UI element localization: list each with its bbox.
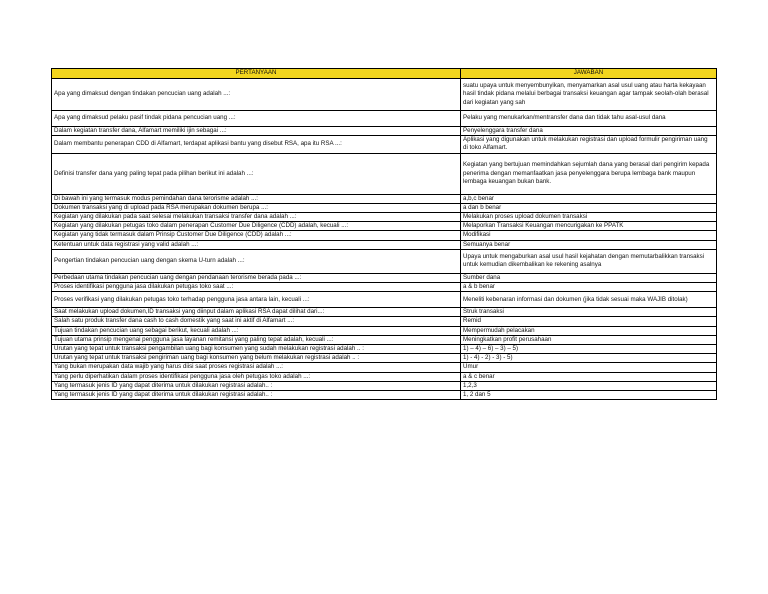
question-cell: Dokumen transaksi yang di upload pada RSA merupakan dokumen berupa ...: — [52, 203, 461, 212]
answer-cell: Mempermudah pelacakan — [461, 326, 717, 335]
table-row — [52, 111, 717, 127]
table-row — [52, 153, 717, 194]
answer-cell: Sumber dana — [461, 273, 717, 282]
question-cell: Di bawah ini yang termasuk modus pemindahan dana terorisme adalah ...: — [52, 194, 461, 203]
table-row — [52, 213, 717, 222]
table-row — [52, 345, 717, 354]
answer-cell: Kegiatan yang bertujuan memindahkan sejumlah dana yang berasal dari pengirim kepada penerima dengan memanfaatkan jasa penyelenggara berupa lembaga bank maupun lembaga keuangan bukan bank. — [461, 153, 717, 194]
table-row — [52, 240, 717, 249]
answer-cell: 1, 2 dan 5 — [461, 391, 717, 400]
table-row — [52, 231, 717, 240]
header-question: PERTANYAAN — [52, 69, 461, 79]
answer-cell: Struk transaksi — [461, 308, 717, 317]
question-cell: Tujuan utama prinsip mengenai pengguna jasa layanan remitansi yang paling tepat adalah, kecuali ...: — [52, 335, 461, 344]
question-cell: Apa yang dimaksud pelaku pasif tindak pidana pencucian uang ...: — [52, 111, 461, 127]
answer-cell: 1,2,3 — [461, 381, 717, 390]
question-cell: Definisi transfer dana yang paling tepat pada pilihan berikut ini adalah ...: — [52, 153, 461, 194]
table-row — [52, 326, 717, 335]
answer-cell: Penyelenggara transfer dana — [461, 127, 717, 136]
question-cell: Apa yang dimaksud dengan tindakan pencucian uang adalah ...: — [52, 79, 461, 111]
table-row — [52, 136, 717, 153]
question-cell: Dalam membantu penerapan CDD di Alfamart, terdapat aplikasi bantu yang disebut RSA, apa itu RSA ...: — [52, 136, 461, 153]
table-row — [52, 354, 717, 363]
answer-cell: a & b benar — [461, 283, 717, 292]
answer-cell: Semuanya benar — [461, 240, 717, 249]
table-row — [52, 363, 717, 372]
table-row — [52, 249, 717, 273]
question-cell: Perbedaan utama tindakan pencucian uang dengan pendanaan terorisme berada pada ...: — [52, 273, 461, 282]
question-cell: Kegiatan yang dilakukan pada saat selesai melakukan transaksi transfer dana adalah ...: — [52, 213, 461, 222]
table-row — [52, 308, 717, 317]
question-cell: Urutan yang tepat untuk transaksi pengiriman uang bagi konsumen yang belum melakukan registrasi adalah .. : — [52, 354, 461, 363]
header-answer: JAWABAN — [461, 69, 717, 79]
answer-cell: 1) – 4) – 6) – 3) – 5) — [461, 345, 717, 354]
answer-cell: suatu upaya untuk menyembunyikan, menyamarkan asal usul uang atau harta kekayaan hasil tindak pidana melalui berbagai transaksi keuangan agar tampak seolah-olah berasal dari kegiatan yang sah — [461, 79, 717, 111]
table-row — [52, 317, 717, 326]
question-cell: Yang bukan merupakan data wajib yang harus diisi saat proses registrasi adalah ...: — [52, 363, 461, 372]
table-row — [52, 273, 717, 282]
question-cell: Pengertian tindakan pencucian uang dengan skema U-turn adalah ...: — [52, 249, 461, 273]
question-cell: Saat melakukan upload dokumen,ID transaksi yang diinput dalam aplikasi RSA dapat dilihat dari...: — [52, 308, 461, 317]
answer-cell: Upaya untuk mengaburkan asal usul hasil kejahatan dengan memutarbalikkan transaksi untuk kemudian dikembalikan ke rekening asalnya — [461, 249, 717, 273]
table-row — [52, 79, 717, 111]
question-cell: Yang perlu diperhatikan dalam proses identifikasi pengguna jasa oleh petugas toko adalah ...: — [52, 372, 461, 381]
table-row — [52, 372, 717, 381]
answer-cell: a & c benar — [461, 372, 717, 381]
question-cell: Salah satu produk transfer dana cash to cash domestik yang saat ini aktif di Alfamart ...: — [52, 317, 461, 326]
question-cell: Proses verifikasi yang dilakukan petugas toko terhadap pengguna jasa antara lain, kecuali ...: — [52, 292, 461, 308]
table-row — [52, 203, 717, 212]
table-row — [52, 222, 717, 231]
answer-cell: a dan b benar — [461, 203, 717, 212]
answer-cell: Modifikasi — [461, 231, 717, 240]
question-cell: Kegiatan yang dilakukan petugas toko dalam penerapan Customer Due Diligence (CDD) adalah, kecuali ...: — [52, 222, 461, 231]
answer-cell: Pelaku yang menukarkan/mentransfer dana dan tidak tahu asal-usul dana — [461, 111, 717, 127]
question-cell: Urutan yang tepat untuk transaksi pengambilan uang bagi konsumen yang sudah melakukan registrasi adalah .. : — [52, 345, 461, 354]
table-row — [52, 391, 717, 400]
question-cell: Yang termasuk jenis ID yang dapat diterima untuk dilakukan registrasi adalah.. : — [52, 381, 461, 390]
header-row — [52, 69, 717, 79]
answer-cell: Meneliti kebenaran informasi dan dokumen (jika tidak sesuai maka WAJIB ditolak) — [461, 292, 717, 308]
question-cell: Yang termasuk jenis ID yang dapat diterima untuk dilakukan registrasi adalah.. : — [52, 391, 461, 400]
answer-cell: 1) - 4) - 2) - 3) - 5) — [461, 354, 717, 363]
question-cell: Dalam kegiatan transfer dana, Alfamart memiliki ijin sebagai ...: — [52, 127, 461, 136]
answer-cell: Umur — [461, 363, 717, 372]
table-row — [52, 335, 717, 344]
table-row — [52, 283, 717, 292]
table-row — [52, 292, 717, 308]
table-row — [52, 127, 717, 136]
answer-cell: Meningkatkan profit perusahaan — [461, 335, 717, 344]
question-cell: Tujuan tindakan pencucian uang sebagai berikut, kecuali adalah ...: — [52, 326, 461, 335]
answer-cell: a,b,c benar — [461, 194, 717, 203]
question-cell: Proses identifikasi pengguna jasa dilakukan petugas toko saat ...: — [52, 283, 461, 292]
table-row — [52, 194, 717, 203]
answer-cell: Melaporkan Transaksi Keuangan mencurigakan ke PPATK — [461, 222, 717, 231]
qa-table — [51, 68, 717, 400]
answer-cell: Melakukan proses upload dokumen transaksi — [461, 213, 717, 222]
answer-cell: Aplikasi yang digunakan untuk melakukan registrasi dan upload formulir pengiriman uang di toko Alfamart. — [461, 136, 717, 153]
question-cell: Ketentuan untuk data registrasi yang valid adalah ...: — [52, 240, 461, 249]
table-row — [52, 381, 717, 390]
question-cell: Kegiatan yang tidak termasuk dalam Prinsip Customer Due Diligence (CDD) adalah ...: — [52, 231, 461, 240]
answer-cell: Remid — [461, 317, 717, 326]
